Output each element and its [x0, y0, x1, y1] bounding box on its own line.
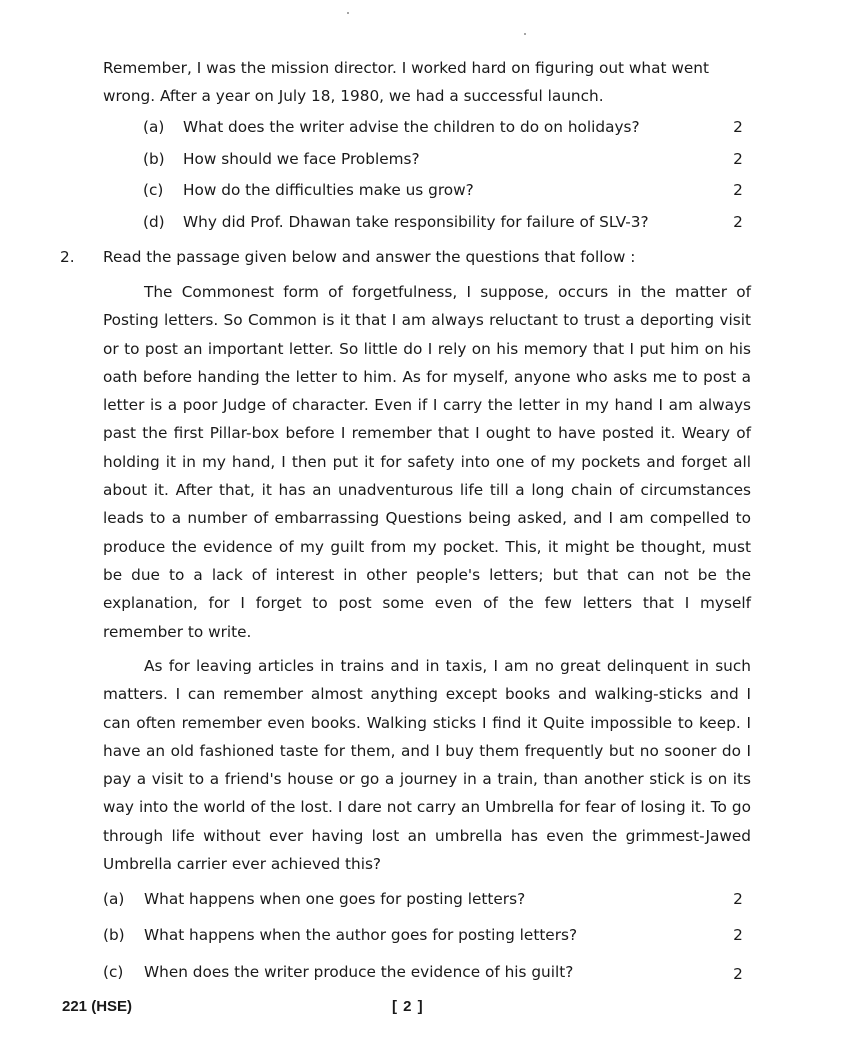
scan-speck [524, 33, 526, 35]
question-label: (a) [143, 118, 165, 136]
marks-value: 2 [733, 150, 743, 168]
intro-text [103, 54, 751, 111]
question-label: (c) [143, 181, 164, 199]
question-label: (a) [103, 890, 125, 908]
question-text: Why did Prof. Dhawan take responsibility for failure of SLV-3? [183, 213, 649, 231]
marks-value: 2 [733, 890, 743, 908]
question-number: 2. [60, 248, 75, 266]
question-instruction: Read the passage given below and answer the questions that follow : [103, 248, 636, 266]
marks-value: 2 [733, 181, 743, 199]
intro-line: Remember, I was the mission director. I worked hard on figuring out what went [103, 59, 709, 77]
page-number: [ 2 ] [392, 998, 424, 1015]
passage-paragraph-1 [103, 278, 751, 646]
question-label: (c) [103, 963, 124, 981]
question-text: When does the writer produce the evidence of his guilt? [144, 963, 574, 981]
passage-paragraph-2 [103, 652, 751, 878]
marks-value: 2 [733, 926, 743, 944]
intro-line: wrong. After a year on July 18, 1980, we had a successful launch. [103, 87, 604, 106]
marks-value: 2 [733, 213, 743, 231]
question-label: (b) [103, 926, 125, 944]
paragraph-text: The Commonest form of forgetfulness, I suppose, occurs in the matter of Posting letters. So Common is it that I am always reluctant to trust a deporting visit or to post an important letter. So little do I rely on his memory that I put him on his oath before handing the letter to him. As for myself, anyone who asks me to post a letter is a poor Judge of character. Even if I carry the letter in my hand I am always past the first Pillar-box before I remember that I ought to have posted it. Weary of holding it in my hand, I then put it for safety into one of my pockets and forget all about it. After that, it has an unadventurous life till a long chain of circumstances leads to a number of embarrassing Questions being asked, and I am compelled to produce the evidence of my guilt from my pocket. This, it might be thought, must be due to a lack of interest in other people's letters; but that can not be the explanation, for I forget to post some even of the few letters that I myself remember to write. [103, 283, 751, 641]
paragraph-text: As for leaving articles in trains and in taxis, I am no great delinquent in such matters. I can remember almost anything except books and walking-sticks and I can often remember even books. Walking sticks I find it Quite impossible to keep. I have an old fashioned taste for them, and I buy them frequently but no sooner do I pay a visit to a friend's house or go a journey in a train, than another stick is on its way into the world of the lost. I dare not carry an Umbrella for fear of losing it. To go through life without ever having lost an umbrella has even the grimmest-Jawed Umbrella carrier ever achieved this? [103, 657, 751, 874]
marks-value: 2 [733, 118, 743, 136]
question-label: (d) [143, 213, 165, 231]
question-text: What does the writer advise the children to do on holidays? [183, 118, 640, 136]
marks-value: 2 [733, 965, 743, 983]
question-text: What happens when the author goes for posting letters? [144, 926, 578, 944]
scan-speck [347, 12, 349, 14]
paper-code: 221 (HSE) [62, 998, 133, 1015]
question-text: How should we face Problems? [183, 150, 420, 168]
question-text: What happens when one goes for posting letters? [144, 890, 526, 908]
question-label: (b) [143, 150, 165, 168]
question-text: How do the difficulties make us grow? [183, 181, 474, 199]
